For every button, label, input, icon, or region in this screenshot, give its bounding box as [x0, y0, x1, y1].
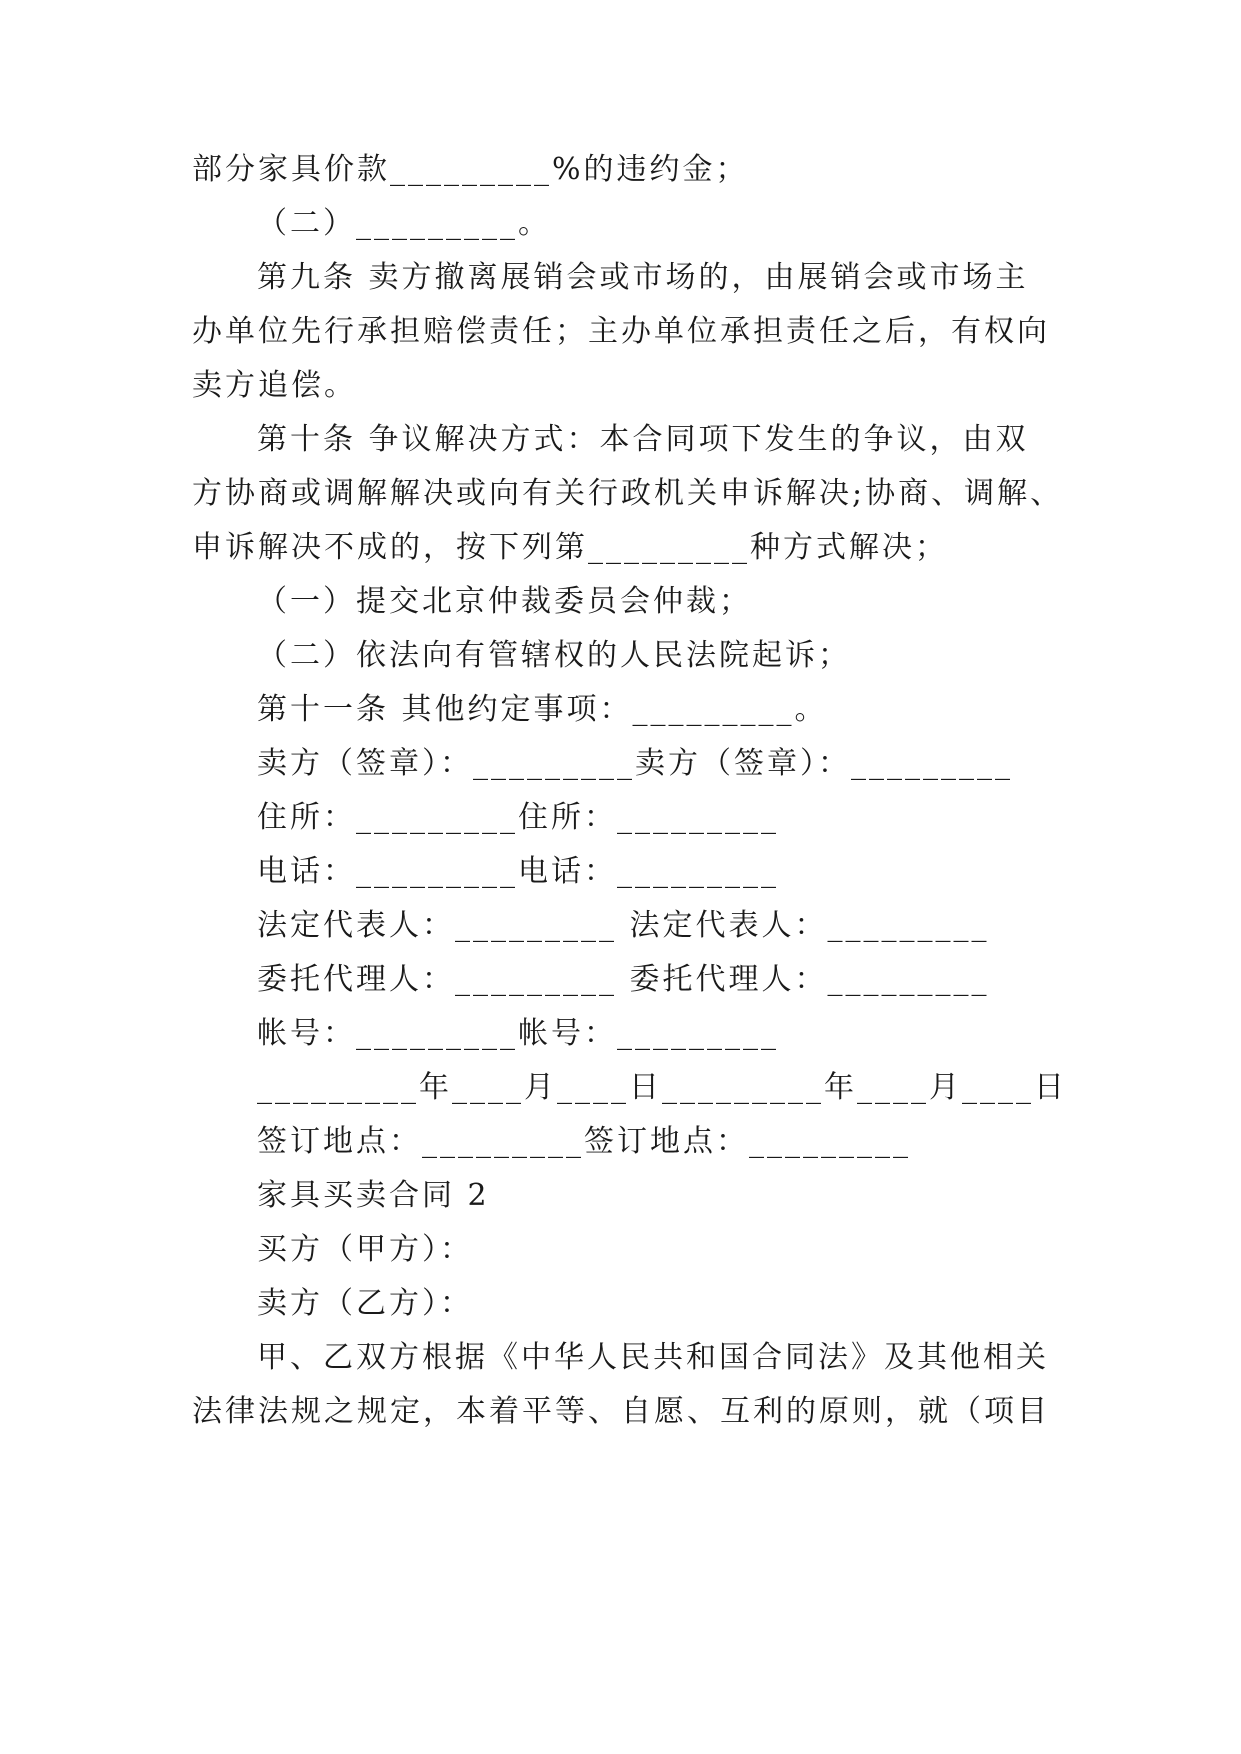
text-line-3: 第九条 卖方撤离展销会或市场的，由展销会或市场主 [257, 260, 1029, 295]
text-line-1: 部分家具价款_________%的违约金； [192, 152, 749, 187]
text-line-9: （一）提交北京仲裁委员会仲裁； [257, 584, 752, 619]
text-line-6: 第十条 争议解决方式：本合同项下发生的争议，由双 [257, 422, 1029, 457]
text-line-10: （二）依法向有管辖权的人民法院起诉； [257, 638, 851, 673]
text-line-5: 卖方追偿。 [192, 368, 357, 403]
text-line-4: 办单位先行承担赔偿责任；主办单位承担责任之后，有权向 [192, 314, 1050, 349]
text-line-7: 方协商或调解解决或向有关行政机关申诉解决;协商、调解、 [192, 476, 1064, 511]
text-line-24: 法律法规之规定，本着平等、自愿、互利的原则，就（项目 [192, 1394, 1050, 1429]
text-line-11: 第十一条 其他约定事项：_________。 [257, 692, 828, 727]
text-line-19: 签订地点：_________签订地点：_________ [257, 1124, 911, 1159]
text-line-12: 卖方（签章）：_________卖方（签章）：_________ [257, 746, 1013, 781]
text-line-23: 甲、乙双方根据《中华人民共和国合同法》及其他相关 [257, 1340, 1049, 1375]
text-line-20: 家具买卖合同 2 [257, 1178, 490, 1213]
text-line-8: 申诉解决不成的，按下列第_________种方式解决； [192, 530, 948, 565]
text-line-2: （二）_________。 [257, 206, 551, 241]
text-line-13: 住所：_________住所：_________ [257, 800, 779, 835]
text-line-14: 电话：_________电话：_________ [257, 854, 779, 889]
text-line-15: 法定代表人：_________ 法定代表人：_________ [257, 908, 990, 943]
text-line-22: 卖方（乙方）： [257, 1286, 473, 1321]
text-line-21: 买方（甲方）： [257, 1232, 473, 1267]
text-line-16: 委托代理人：_________ 委托代理人：_________ [257, 962, 990, 997]
text-line-17: 帐号：_________帐号：_________ [257, 1016, 779, 1051]
text-line-18: _________年____月____日_________年____月____日 [257, 1070, 1067, 1105]
